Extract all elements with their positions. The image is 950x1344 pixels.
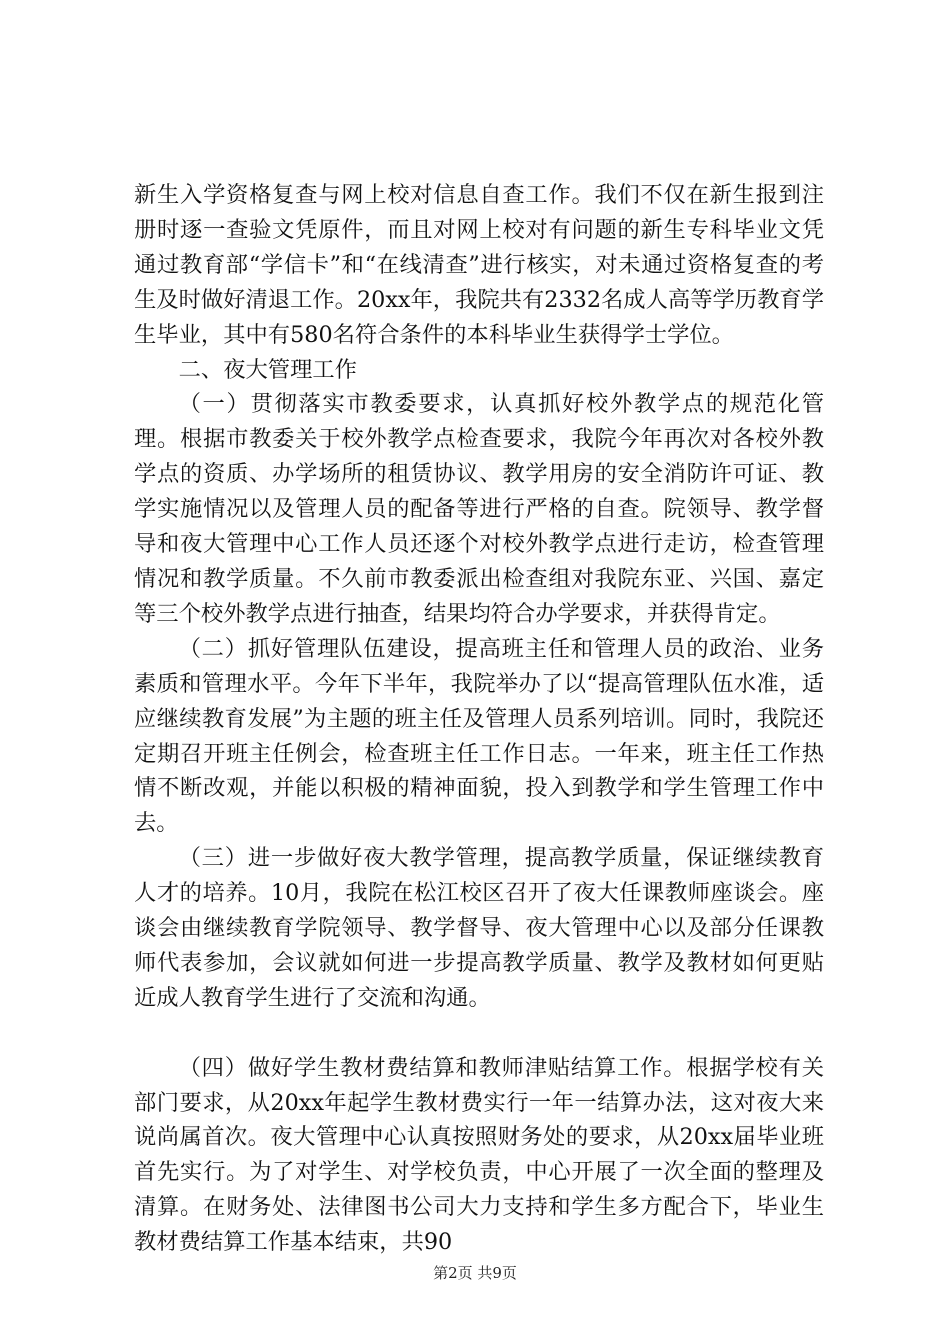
document-body xyxy=(134,178,824,1260)
section-heading: 二、夜大管理工作 xyxy=(178,356,357,383)
paragraph-item-3: （三）进一步做好夜大教学管理，提高教学质量，保证继续教育人才的培养。10月，我院在松江校区召开了夜大任课教师座谈会。座谈会由继续教育学院领导、教学督导、夜大管理中心以及部分任课教师代表参加，会议就如何进一步提高教学质量、教学及教材如何更贴近成人教育学生进行了交流和沟通。 xyxy=(134,845,824,1011)
paragraph-continued: 新生入学资格复查与网上校对信息自查工作。我们不仅在新生报到注册时逐一查验文凭原件，而且对网上校对有问题的新生专科毕业文凭通过教育部“学信卡”和“在线清查”进行核实，对未通过资格复查的考生及时做好清退工作。20xx年，我院共有2332名成人高等学历教育学生毕业，其中有580名符合条件的本科毕业生获得学士学位。 xyxy=(134,182,824,348)
paragraph-item-1: （一）贯彻落实市教委要求，认真抓好校外教学点的规范化管理。根据市教委关于校外教学点检查要求，我院今年再次对各校外教学点的资质、办学场所的租赁协议、教学用房的安全消防许可证、教学实施情况以及管理人员的配备等进行严格的自查。院领导、教学督导和夜大管理中心工作人员还逐个对校外教学点进行走访，检查管理情况和教学质量。不久前市教委派出检查组对我院东亚、兴国、嘉定等三个校外教学点进行抽查，结果均符合办学要求，并获得肯定。 xyxy=(134,391,824,627)
paragraph-item-2: （二）抓好管理队伍建设，提高班主任和管理人员的政治、业务素质和管理水平。今年下半年，我院举办了以“提高管理队伍水准，适应继续教育发展”为主题的班主任及管理人员系列培训。同时，我院还定期召开班主任例会，检查班主任工作日志。一年来，班主任工作热情不断改观，并能以积极的精神面貌，投入到教学和学生管理工作中去。 xyxy=(134,635,824,837)
paragraph-spacer xyxy=(134,1016,824,1051)
page-footer: 第2页 共9页 xyxy=(433,1264,517,1282)
paragraph-item-4: （四）做好学生教材费结算和教师津贴结算工作。根据学校有关部门要求，从20xx年起学生教材费实行一年一结算办法，这对夜大来说尚属首次。夜大管理中心认真按照财务处的要求，从20xx届毕业班首先实行。为了对学生、对学校负责，中心开展了一次全面的整理及清算。在财务处、法律图书公司大力支持和学生多方配合下，毕业生教材费结算工作基本结束，共90 xyxy=(134,1054,824,1256)
